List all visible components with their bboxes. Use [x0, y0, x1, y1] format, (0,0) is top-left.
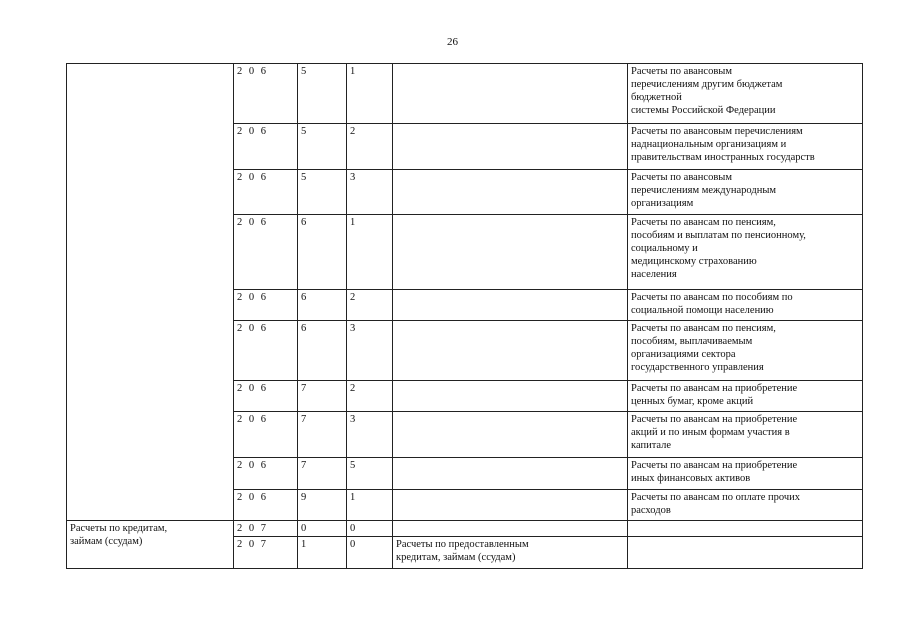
- sub-code-cell: 1: [298, 537, 347, 569]
- middle-cell: [393, 215, 628, 290]
- code-cell: 2 0 7: [234, 537, 298, 569]
- sub-code-cell: 0: [347, 521, 393, 537]
- sub-code-cell: 2: [347, 290, 393, 321]
- sub-code-cell: 5: [298, 124, 347, 170]
- sub-code-cell: 6: [298, 321, 347, 381]
- description-cell: Расчеты по авансовым перечислениям международным организациям: [628, 170, 863, 215]
- middle-cell: [393, 290, 628, 321]
- middle-cell: Расчеты по предоставленным кредитам, займам (ссудам): [393, 537, 628, 569]
- sub-code-cell: 0: [347, 537, 393, 569]
- code-cell: 2 0 6: [234, 381, 298, 412]
- description-cell: Расчеты по авансам на приобретение акций и по иным формам участия в капитале: [628, 412, 863, 458]
- sub-code-cell: 1: [347, 64, 393, 124]
- middle-cell: [393, 490, 628, 521]
- table-row: [67, 64, 863, 124]
- code-cell: 2 0 6: [234, 124, 298, 170]
- sub-code-cell: 6: [298, 215, 347, 290]
- description-cell: Расчеты по авансам по пособиям по социальной помощи населению: [628, 290, 863, 321]
- sub-code-cell: 3: [347, 412, 393, 458]
- sub-code-cell: 3: [347, 170, 393, 215]
- middle-cell: [393, 321, 628, 381]
- sub-code-cell: 7: [298, 412, 347, 458]
- sub-code-cell: 7: [298, 381, 347, 412]
- sub-code-cell: 0: [298, 521, 347, 537]
- description-cell: Расчеты по авансам по пенсиям, пособиям, выплачиваемым организациями сектора государственного управления: [628, 321, 863, 381]
- description-cell: Расчеты по авансам на приобретение ценных бумаг, кроме акций: [628, 381, 863, 412]
- middle-cell: [393, 381, 628, 412]
- code-cell: 2 0 7: [234, 521, 298, 537]
- description-cell: [628, 521, 863, 537]
- code-cell: 2 0 6: [234, 412, 298, 458]
- middle-cell: [393, 170, 628, 215]
- sub-code-cell: 5: [298, 170, 347, 215]
- sub-code-cell: 1: [347, 490, 393, 521]
- accounts-table: [66, 63, 863, 569]
- code-cell: 2 0 6: [234, 490, 298, 521]
- description-cell: [628, 537, 863, 569]
- code-cell: 2 0 6: [234, 215, 298, 290]
- middle-cell: [393, 458, 628, 490]
- middle-cell: [393, 124, 628, 170]
- sub-code-cell: 2: [347, 124, 393, 170]
- description-cell: Расчеты по авансовым перечислениям другим бюджетам бюджетной системы Российской Федерации: [628, 64, 863, 124]
- code-cell: 2 0 6: [234, 290, 298, 321]
- sub-code-cell: 5: [298, 64, 347, 124]
- code-cell: 2 0 6: [234, 170, 298, 215]
- table-row: [67, 521, 863, 537]
- first-column-empty: [67, 64, 234, 521]
- middle-cell: [393, 521, 628, 537]
- description-cell: Расчеты по авансам на приобретение иных финансовых активов: [628, 458, 863, 490]
- description-cell: Расчеты по авансовым перечислениям наднациональным организациям и правительствам иностранных государств: [628, 124, 863, 170]
- code-cell: 2 0 6: [234, 458, 298, 490]
- code-cell: 2 0 6: [234, 321, 298, 381]
- sub-code-cell: 2: [347, 381, 393, 412]
- code-cell: 2 0 6: [234, 64, 298, 124]
- sub-code-cell: 9: [298, 490, 347, 521]
- sub-code-cell: 3: [347, 321, 393, 381]
- description-cell: Расчеты по авансам по пенсиям, пособиям и выплатам по пенсионному, социальному и медицинскому страхованию населения: [628, 215, 863, 290]
- middle-cell: [393, 412, 628, 458]
- sub-code-cell: 7: [298, 458, 347, 490]
- sub-code-cell: 5: [347, 458, 393, 490]
- sub-code-cell: 6: [298, 290, 347, 321]
- page-number: 26: [447, 36, 458, 48]
- middle-cell: [393, 64, 628, 124]
- description-cell: Расчеты по авансам по оплате прочих расходов: [628, 490, 863, 521]
- sub-code-cell: 1: [347, 215, 393, 290]
- group-label-cell: Расчеты по кредитам, займам (ссудам): [67, 521, 234, 569]
